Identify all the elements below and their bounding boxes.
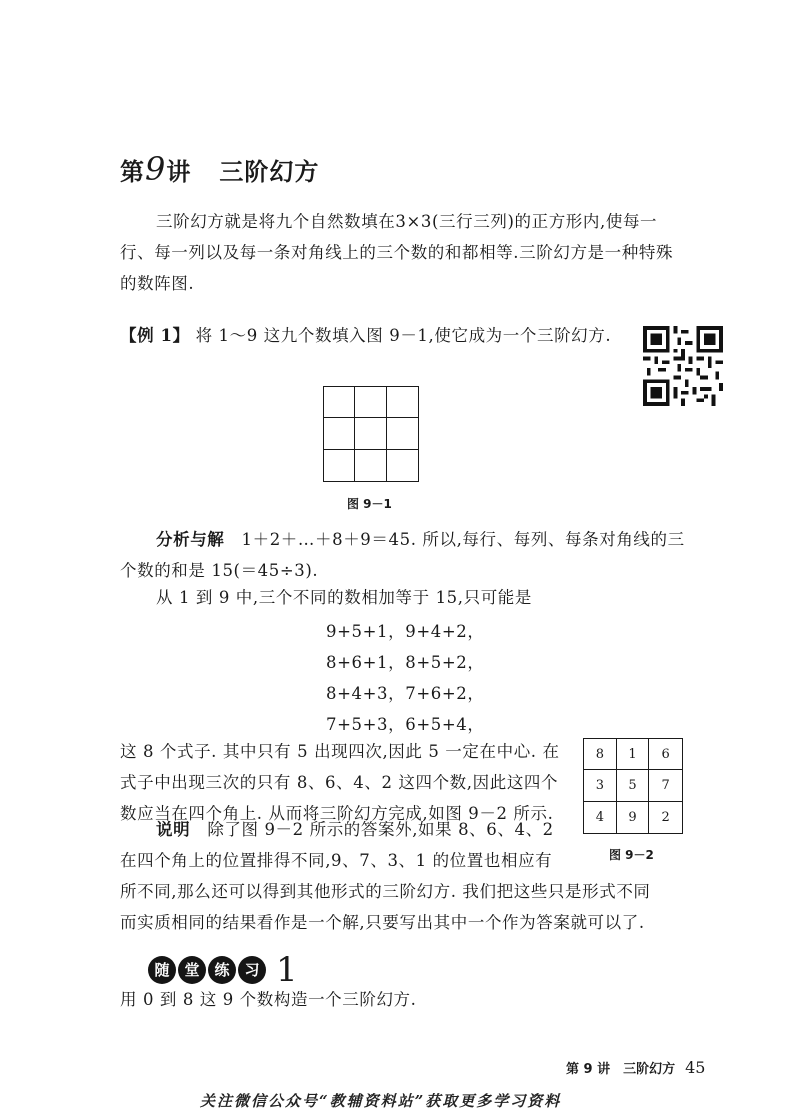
grid-cell	[324, 418, 355, 449]
practice-badge: 习	[238, 956, 266, 984]
practice-badge: 堂	[178, 956, 206, 984]
grid-cell: 8	[584, 739, 617, 770]
example-label: 【例 1】	[120, 326, 190, 345]
grid-cell: 4	[584, 802, 617, 833]
note-line: 除了图 9－2 所示的答案外,如果 8、6、4、2	[207, 820, 554, 839]
analysis-paragraph	[120, 524, 690, 586]
grid-cell: 6	[649, 739, 682, 770]
grid-cell	[355, 450, 386, 481]
example-1	[120, 320, 625, 351]
footer-chapter: 第 9 讲 三阶幻方	[566, 1062, 676, 1077]
equation-list	[326, 616, 485, 740]
grid-cell: 9	[617, 802, 650, 833]
intro-paragraph: 三阶幻方就是将九个自然数填在3×3(三行三列)的正方形内,使每一行、每一列以及每一条对角线上的三个数的和都相等.三阶幻方是一种特殊的数阵图.	[120, 212, 674, 293]
grid-cell	[387, 450, 418, 481]
grid-cell: 5	[617, 770, 650, 801]
conclusion-paragraph: 这 8 个式子. 其中只有 5 出现四次,因此 5 一定在中心. 在式子中出现三次的只有 8、6、4、2 这四个数,因此这四个数应当在四个角上. 从而将三阶幻方完成,如图 9－2 所示.	[120, 742, 560, 823]
lesson-title	[120, 150, 319, 188]
bottom-note: 关注微信公众号“教辅资料站”获取更多学习资料	[200, 1092, 562, 1110]
page-number: 45	[685, 1058, 706, 1077]
example-text: 将 1～9 这九个数填入图 9－1,使它成为一个三阶幻方.	[195, 326, 612, 345]
note-line: 在四个角上的位置排得不同,9、7、3、1 的位置也相应有	[120, 851, 553, 870]
figure-2-caption: 图 9－2	[609, 848, 654, 862]
grid-cell: 2	[661, 809, 670, 825]
analysis-label: 分析与解	[156, 530, 225, 549]
title-prefix: 第	[120, 157, 145, 186]
practice-badge: 随	[148, 956, 176, 984]
grid-cell: 1	[617, 739, 650, 770]
equation-line: 9+5+1，9+4+2，	[326, 622, 485, 641]
grid-cell	[387, 418, 418, 449]
equation-line: 7+5+3，6+5+4，	[326, 715, 485, 734]
lesson-number: 9	[145, 150, 167, 188]
qr-code-icon	[643, 326, 723, 406]
grid-cell	[387, 387, 418, 418]
grid-cell: 7	[649, 770, 682, 801]
grid-cell	[324, 387, 355, 418]
practice-number: 1	[276, 950, 298, 990]
equation-line: 8+6+1，8+5+2，	[326, 653, 485, 672]
grid-cell	[355, 418, 386, 449]
note-line: 所不同,那么还可以得到其他形式的三阶幻方. 我们把这些只是形式不同	[120, 882, 651, 901]
analysis-text: 1＋2＋…＋8＋9＝45. 所以,每行、每列、每条对角线的三个数的和是 15(＝45÷3).	[120, 530, 685, 580]
figure-1-caption: 图 9－1	[347, 497, 392, 511]
practice-badge: 练	[208, 956, 236, 984]
grid-cell	[324, 450, 355, 481]
practice-task: 用 0 到 8 这 9 个数构造一个三阶幻方.	[120, 990, 417, 1009]
analysis-text-2: 从 1 到 9 中,三个不同的数相加等于 15,只可能是	[156, 588, 533, 607]
grid-cell: 3	[584, 770, 617, 801]
grid-cell	[355, 387, 386, 418]
page-footer	[566, 1058, 705, 1077]
empty-magic-square-grid	[323, 386, 419, 482]
note-label: 说明	[156, 820, 191, 839]
title-suffix: 讲	[166, 157, 192, 186]
equation-line: 8+4+3，7+6+2，	[326, 684, 485, 703]
lesson-name: 三阶幻方	[219, 157, 320, 186]
note-paragraph	[120, 814, 690, 938]
note-line: 而实质相同的结果看作是一个解,只要写出其中一个作为答案就可以了.	[120, 913, 645, 932]
